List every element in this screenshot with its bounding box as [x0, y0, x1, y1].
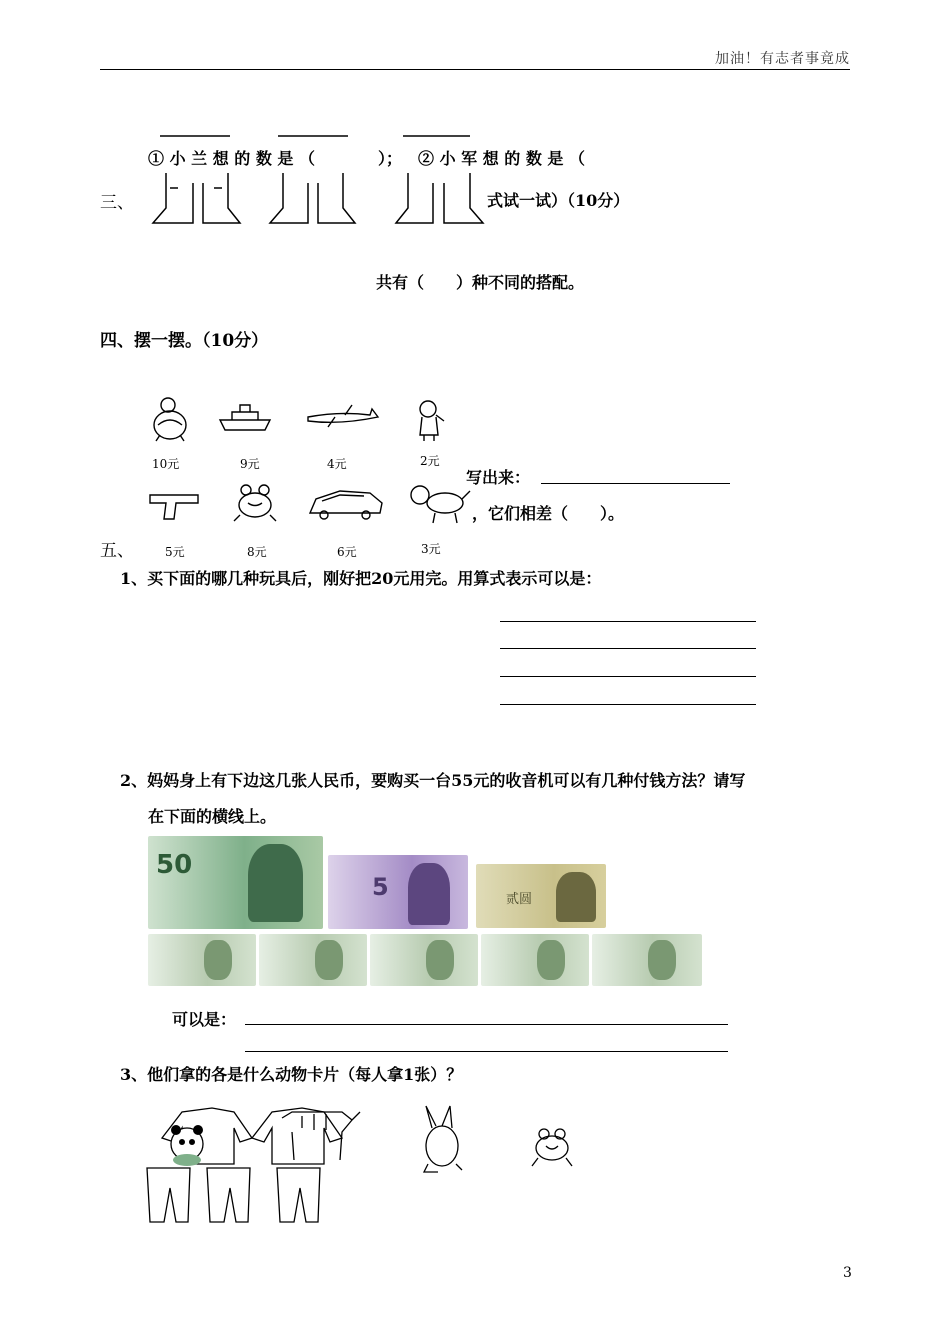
xiaolan-question: ① 小 兰 想 的 数 是 （ — [148, 149, 315, 168]
portrait-2 — [556, 872, 596, 922]
toy-price-3: 4元 — [327, 457, 347, 471]
toy-price-6: 8元 — [247, 545, 267, 559]
banknote-1-b — [259, 934, 367, 986]
animals-figure — [142, 1098, 587, 1228]
banknote-1-c — [370, 934, 478, 986]
q1-text: 1、买下面的哪几种玩具后，刚好把20元用完。用算式表示可以是： — [120, 569, 602, 588]
toy-price-8: 3元 — [421, 542, 441, 556]
section4-title: 四、摆一摆。（10分） — [100, 331, 269, 351]
banknote-5 — [328, 855, 468, 929]
portrait-1a — [204, 940, 232, 980]
header-rule — [100, 69, 850, 70]
q2-answer-line-1 — [245, 1024, 728, 1025]
portrait-1d — [537, 940, 565, 980]
q1-answer-line-3 — [500, 676, 756, 677]
section3-answer: 共有（ ）种不同的搭配。 — [376, 273, 585, 292]
banknote-1-d — [481, 934, 589, 986]
answer-line — [541, 483, 730, 484]
q2-text-line2: 在下面的横线上。 — [148, 807, 277, 826]
banknote-5-value: 5 — [372, 873, 389, 901]
toy-price-7: 6元 — [337, 545, 357, 559]
q2-text-line1: 2、妈妈身上有下边这几张人民币，要购买一台55元的收音机可以有几种付钱方法？请写 — [120, 771, 746, 790]
toy-price-4: 2元 — [420, 454, 440, 468]
section3-fragment: 式试一试）（10分） — [487, 191, 630, 210]
portrait-1e — [648, 940, 676, 980]
portrait-1b — [315, 940, 343, 980]
toy-price-2: 9元 — [240, 457, 260, 471]
banknote-2-value: 贰圆 — [506, 892, 533, 907]
banknote-1-a — [148, 934, 256, 986]
xiaojun-question: ② 小 军 想 的 数 是 （ — [418, 149, 585, 168]
q1-answer-line-1 — [500, 621, 756, 622]
answer-label: 可以是： — [172, 1010, 237, 1029]
portrait-50 — [248, 844, 303, 922]
toy-price-5: 5元 — [165, 545, 185, 559]
clothing-sketch — [148, 128, 493, 233]
toy-price-1: 10元 — [152, 457, 180, 471]
q2-answer-line-2 — [245, 1051, 728, 1052]
q3-text: 3、他们拿的各是什么动物卡片（每人拿1张）？ — [120, 1065, 463, 1084]
section4-fragment2: ，它们相差（ ）。 — [472, 504, 625, 523]
portrait-1c — [426, 940, 454, 980]
section5-prefix: 五、 — [100, 541, 134, 561]
page-number: 3 — [843, 1265, 852, 1281]
portrait-5 — [408, 863, 450, 925]
banknote-1-e — [592, 934, 702, 986]
q1-answer-line-4 — [500, 704, 756, 705]
xiaolan-close: ）； — [378, 149, 403, 168]
banknote-50 — [148, 836, 323, 929]
q1-answer-line-2 — [500, 648, 756, 649]
section4-fragment1: 写出来： — [466, 468, 531, 487]
banknote-2 — [476, 864, 606, 928]
header-motto: 加油！有志者事竟成 — [715, 51, 850, 67]
banknote-50-value: 50 — [156, 850, 193, 880]
section3-prefix: 三、 — [100, 193, 134, 213]
